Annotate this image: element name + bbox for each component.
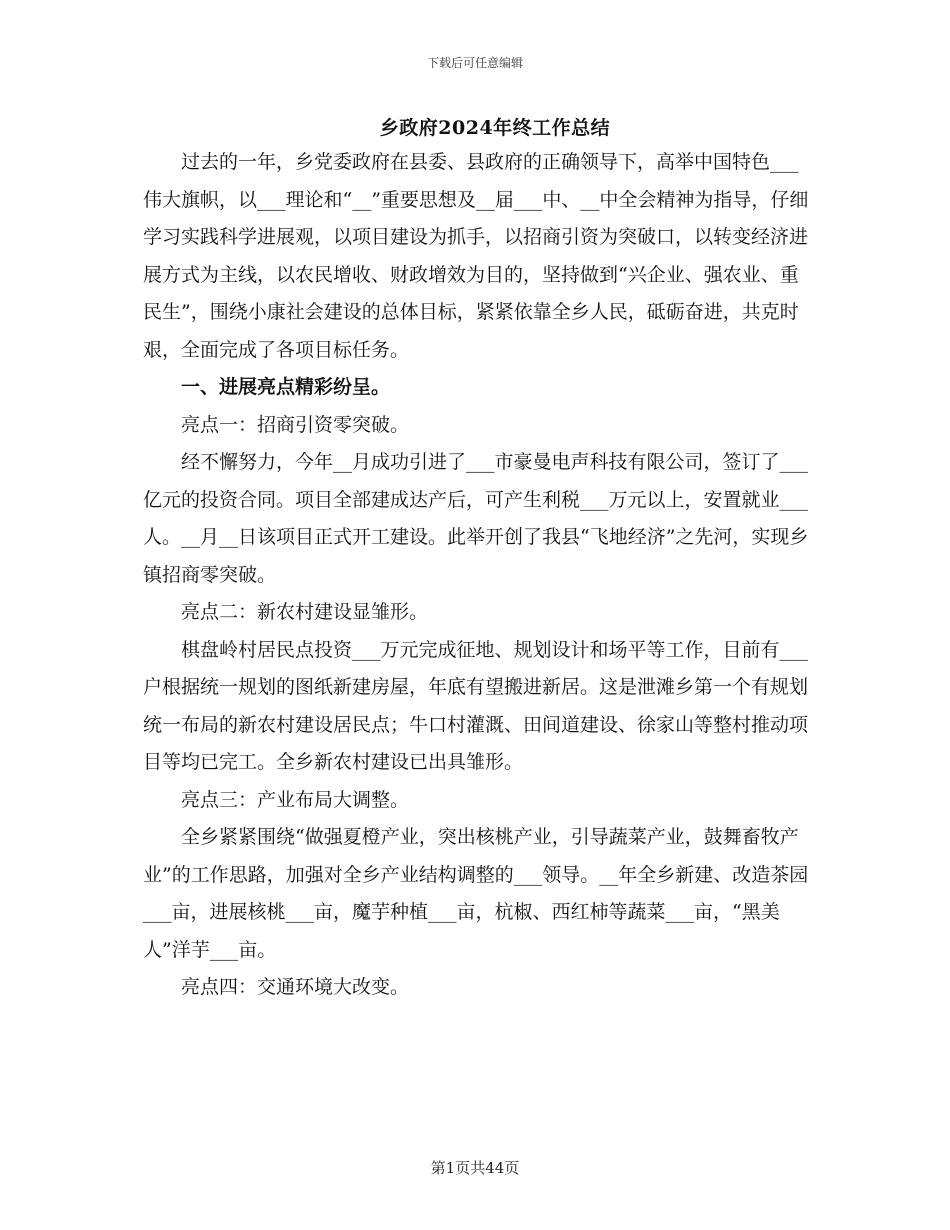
highlight-heading-2: 亮点二：新农村建设显雏形。 xyxy=(181,601,429,623)
paragraph-highlight-1: 经不懈努力，今年__月成功引进了___市豪曼电声科技有限公司，签订了___亿元的投资合同。项目全部建成达产后，可产生利税___万元以上，安置就业___人。__月__日该项目正式开工建设。此举开创了我县“飞地经济”之先河，实现乡镇招商零突破。 xyxy=(143,451,809,586)
paragraph-highlight-2: 棋盘岭村居民点投资___万元完成征地、规划设计和场平等工作，目前有___户根据统一规划的图纸新建房屋，年底有望搬进新居。这是泄滩乡第一个有规划统一布局的新农村建设居民点；牛口村灌溉、田间道建设、徐家山等整村推动项目等均已完工。全乡新农村建设已出具雏形。 xyxy=(143,638,809,773)
highlight-heading-4: 亮点四：交通环境大改变。 xyxy=(181,976,410,998)
page-header-note: 下载后可任意编辑 xyxy=(426,56,523,70)
paragraph-highlight-3: 全乡紧紧围绕“做强夏橙产业，突出核桃产业，引导蔬菜产业，鼓舞畜牧产业”的工作思路，加强对全乡产业结构调整的___领导。__年全乡新建、改造茶园___亩，进展核桃___亩，魔芋种植___亩，杭椒、西红柿等蔬菜___亩，“黑美人”洋芋___亩。 xyxy=(143,826,809,961)
highlight-heading-3: 亮点三：产业布局大调整。 xyxy=(181,788,410,811)
document-body xyxy=(143,144,813,1007)
page-footer-number: 第1页共44页 xyxy=(430,1159,520,1177)
section-heading-1: 一、进展亮点精彩纷呈。 xyxy=(181,376,391,398)
paragraph-intro: 过去的一年，乡党委政府在县委、县政府的正确领导下，高举中国特色___伟大旗帜，以___理论和“__”重要思想及__届___中、__中全会精神为指导，仔细学习实践科学进展观，以项目建设为抓手，以招商引资为突破口，以转变经济进展方式为主线，以农民增收、财政增效为目的，坚持做到“兴企业、强农业、重民生”，围绕小康社会建设的总体目标，紧紧依靠全乡人民，砥砺奋进，共克时艰，全面完成了各项目标任务。 xyxy=(143,151,809,361)
document-title: 乡政府2024年终工作总结 xyxy=(379,117,611,139)
highlight-heading-1: 亮点一：招商引资零突破。 xyxy=(181,413,410,436)
